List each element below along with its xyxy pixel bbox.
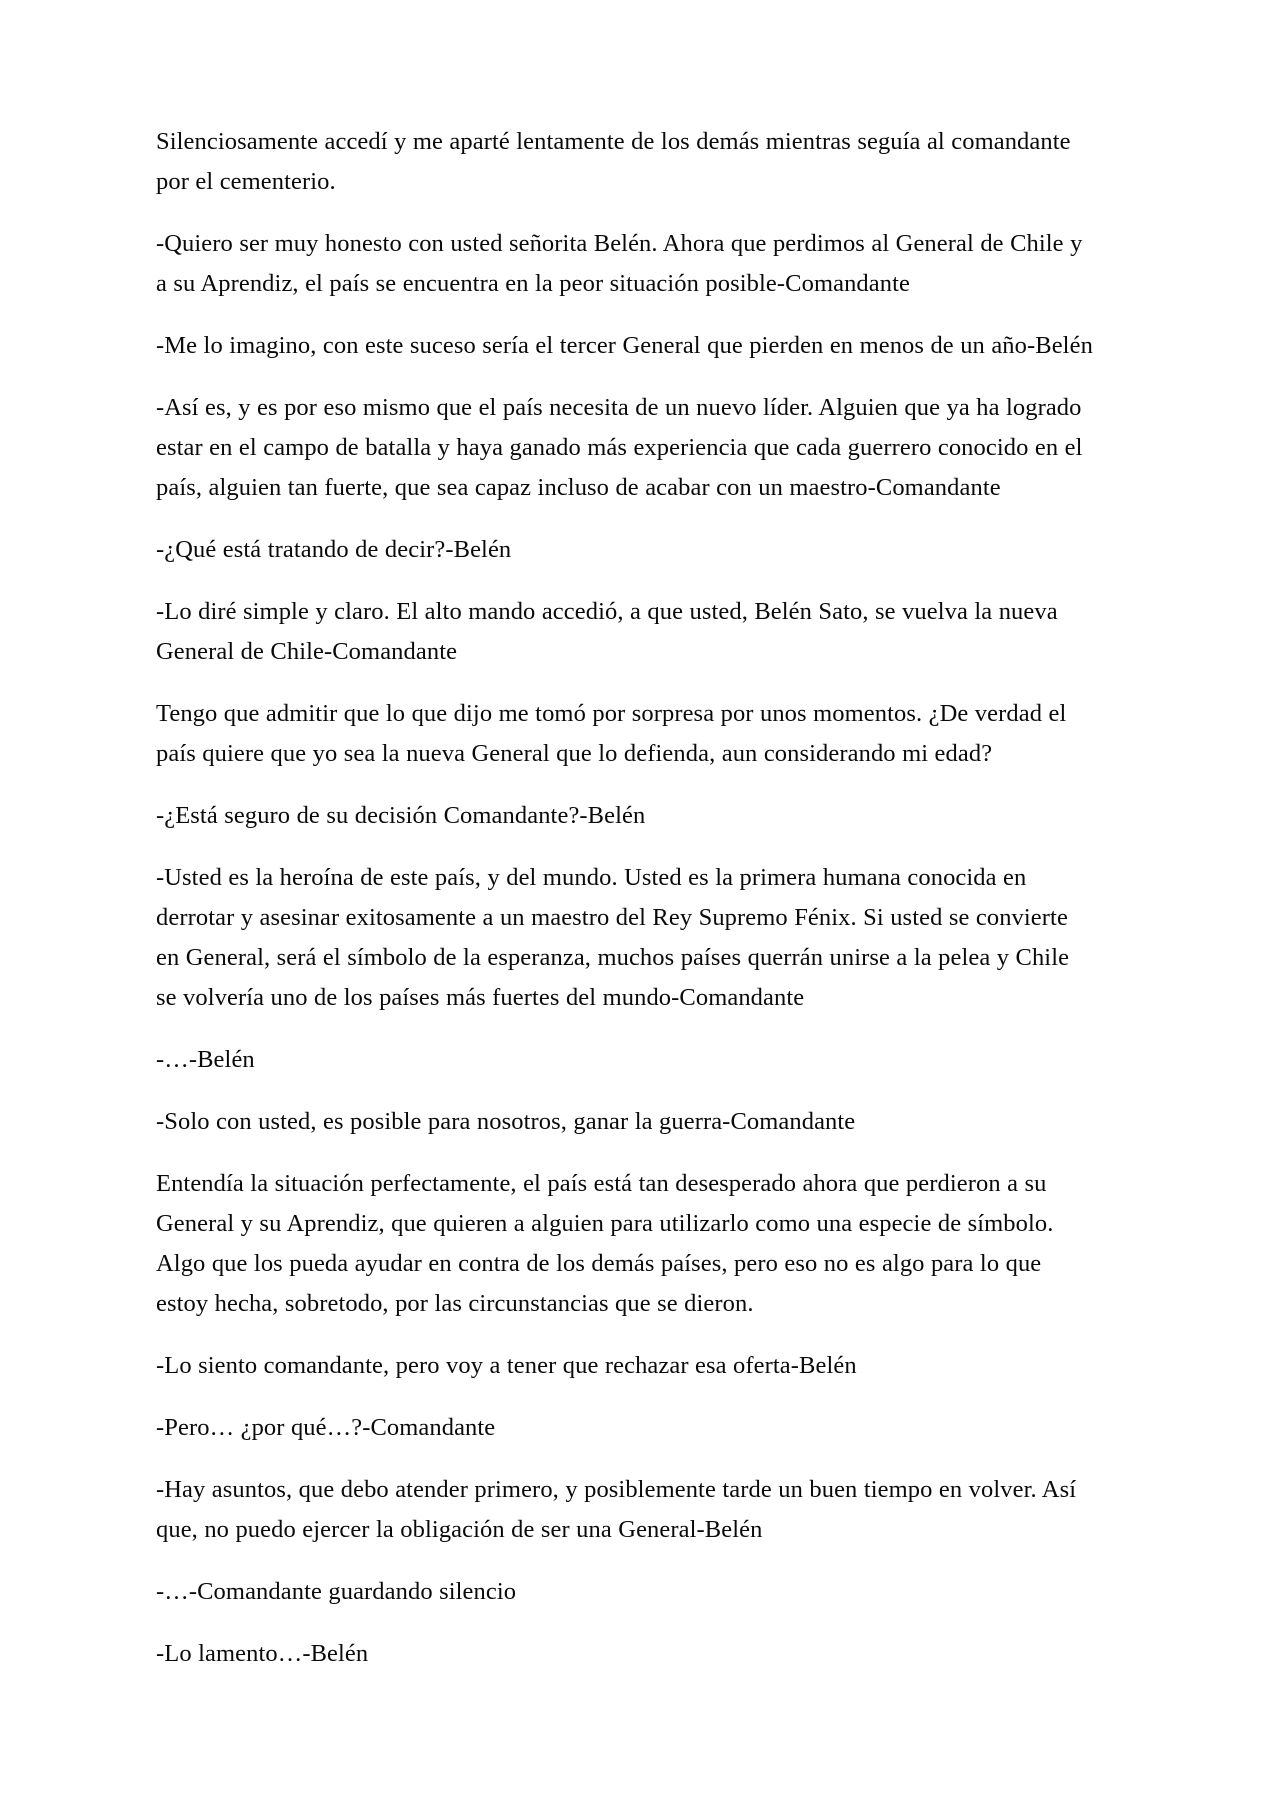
paragraph: -Así es, y es por eso mismo que el país necesita de un nuevo líder. Alguien que ya ha logrado estar en el campo de batalla y haya ganado más experiencia que cada guerrero conocido en el país, alguien tan fuerte, que sea capaz incluso de acabar con un maestro-Comandante xyxy=(156,394,1083,501)
paragraph: -¿Qué está tratando de decir?-Belén xyxy=(156,536,512,563)
paragraph: -Lo lamento…-Belén xyxy=(156,1640,369,1667)
paragraph: -¿Está seguro de su decisión Comandante?-Belén xyxy=(156,802,646,829)
paragraph: Silenciosamente accedí y me aparté lentamente de los demás mientras seguía al comandante por el cementerio. xyxy=(156,128,1071,195)
paragraph: -Usted es la heroína de este país, y del mundo. Usted es la primera humana conocida en derrotar y asesinar exitosamente a un maestro del Rey Supremo Fénix. Si usted se convierte en General, será el símbolo de la esperanza, muchos países querrán unirse a la pelea y Chile se volvería uno de los países más fuertes del mundo-Comandante xyxy=(156,864,1070,1011)
paragraph: -Me lo imagino, con este suceso sería el tercer General que pierden en menos de un año-Belén xyxy=(156,332,1093,359)
paragraph: -…-Belén xyxy=(156,1046,255,1073)
paragraph: -Hay asuntos, que debo atender primero, y posiblemente tarde un buen tiempo en volver. Así que, no puedo ejercer la obligación de ser una General-Belén xyxy=(156,1476,1077,1543)
paragraph: -Lo diré simple y claro. El alto mando accedió, a que usted, Belén Sato, se vuelva la nueva General de Chile-Comandante xyxy=(156,598,1058,665)
paragraph: -Solo con usted, es posible para nosotros, ganar la guerra-Comandante xyxy=(156,1108,856,1135)
paragraph: Entendía la situación perfectamente, el país está tan desesperado ahora que perdieron a su General y su Aprendiz, que quieren a alguien para utilizarlo como una especie de símbolo. Algo que los pueda ayudar en contra de los demás países, pero eso no es algo para lo que estoy hecha, sobretodo, por las circunstancias que se dieron. xyxy=(156,1170,1054,1317)
paragraph: -Pero… ¿por qué…?-Comandante xyxy=(156,1414,496,1441)
document-text-column xyxy=(156,122,1096,1674)
paragraph: -Lo siento comandante, pero voy a tener que rechazar esa oferta-Belén xyxy=(156,1352,857,1379)
paragraph: -…-Comandante guardando silencio xyxy=(156,1578,517,1605)
paragraph: -Quiero ser muy honesto con usted señorita Belén. Ahora que perdimos al General de Chile y a su Aprendiz, el país se encuentra en la peor situación posible-Comandante xyxy=(156,230,1083,297)
paragraph: Tengo que admitir que lo que dijo me tomó por sorpresa por unos momentos. ¿De verdad el país quiere que yo sea la nueva General que lo defienda, aun considerando mi edad? xyxy=(156,700,1067,767)
